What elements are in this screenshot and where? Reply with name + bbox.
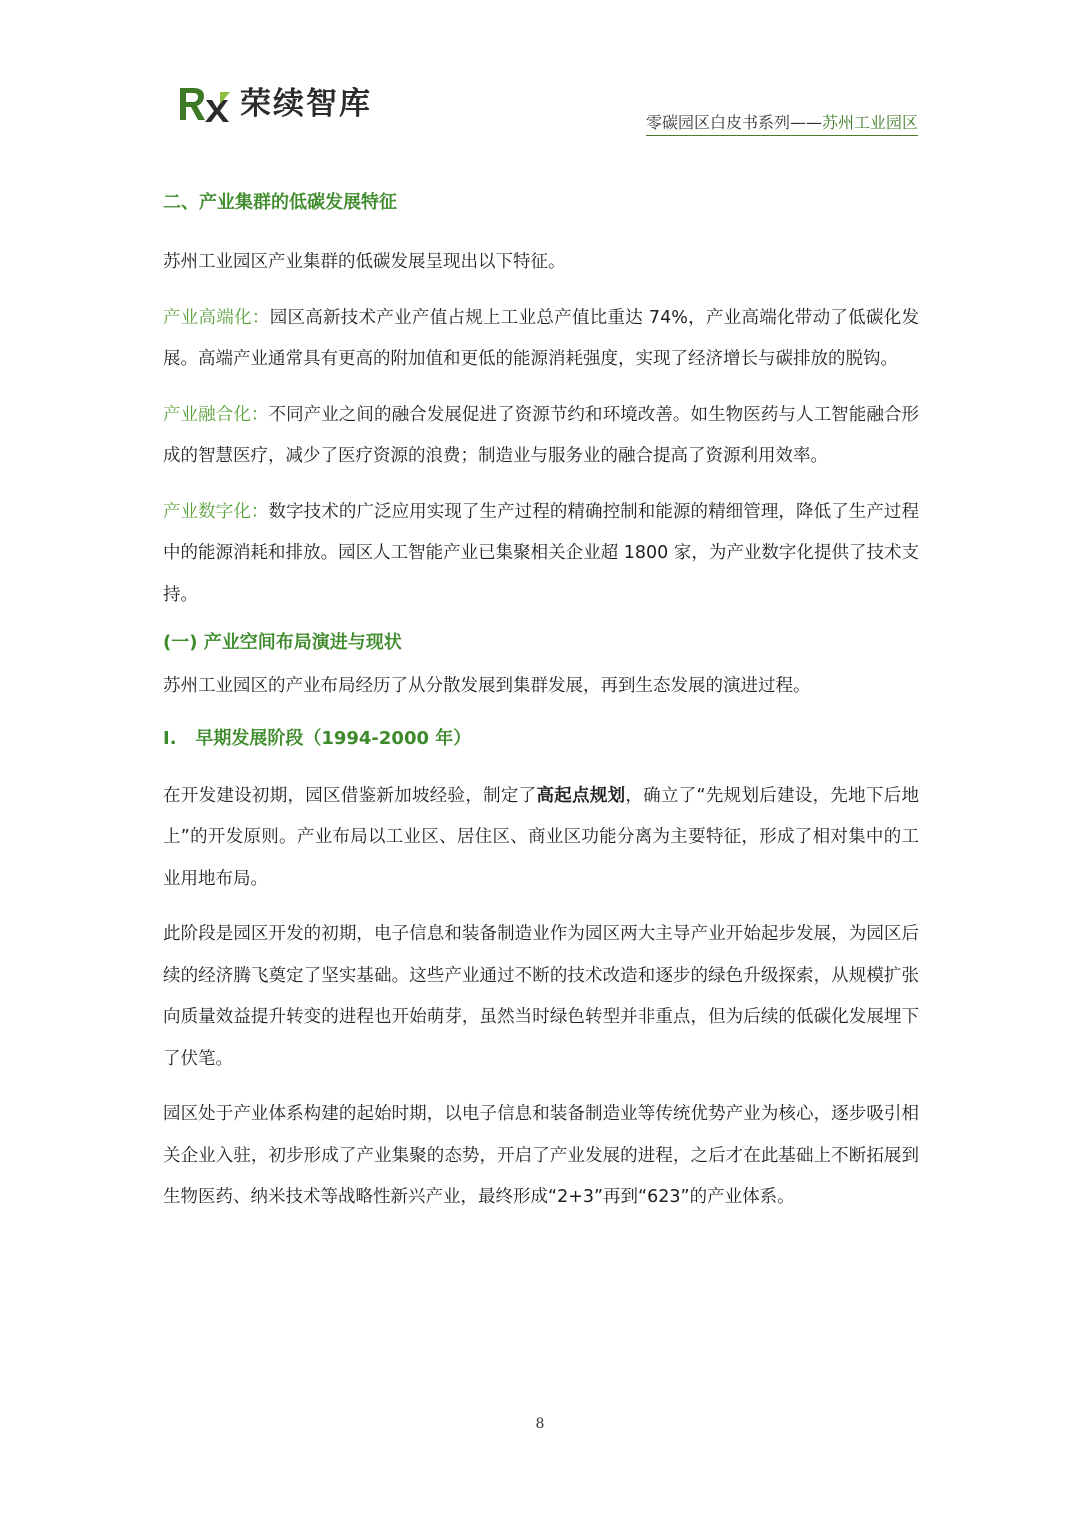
page-number: 8: [535, 1416, 545, 1432]
logo-text: 荣续智库: [240, 86, 372, 122]
section-intro: 苏州工业园区产业集群的低碳发展呈现出以下特征。: [163, 252, 566, 272]
logo: [176, 82, 372, 126]
stage-p1-before: 在开发建设初期，园区借鉴新加坡经验，制定了: [163, 785, 537, 806]
text-high-end: 园区高新技术产业产值占规上工业总产值比重达 74%，产业高端化带动了低碳化发展。高端产业通常具有更高的附加值和更低的能源消耗强度，实现了经济增长与碳排放的脱钩。: [163, 307, 919, 369]
subsection-intro: 苏州工业园区的产业布局经历了从分散发展到集群发展，再到生态发展的演进过程。: [163, 676, 811, 696]
stage-paragraph-1: [163, 776, 919, 901]
text-digital: 数字技术的广泛应用实现了生产过程的精确控制和能源的精细管理，降低了生产过程中的能源消耗和排放。园区人工智能产业已集聚相关企业超 1800 家，为产业数字化提供了技术支持。: [163, 501, 919, 605]
term-integration: 产业融合化：: [163, 404, 269, 425]
stage-paragraph-2: 此阶段是园区开发的初期，电子信息和装备制造业作为园区两大主导产业开始起步发展，为园区后续的经济腾飞奠定了坚实基础。这些产业通过不断的技术改造和逐步的绿色升级探索，从规模扩张向质量效益提升转变的进程也开始萌芽，虽然当时绿色转型并非重点，但为后续的低碳化发展埋下了伏笔。: [163, 924, 919, 1069]
term-high-end: 产业高端化：: [163, 307, 270, 328]
stage-p1-bold: 高起点规划: [536, 785, 626, 806]
series-accent: 苏州工业园区: [821, 113, 918, 132]
paragraph-industry-integration: [163, 395, 919, 478]
paragraph-industry-high-end: [163, 298, 919, 381]
stage-p1-after: ，确立了“先规划后建设，先地下后地上”的开发原则。产业布局以工业区、居住区、商业区功能分离为主要特征，形成了相对集中的工业用地布局。: [163, 785, 919, 889]
text-integration: 不同产业之间的融合发展促进了资源节约和环境改善。如生物医药与人工智能融合形成的智慧医疗，减少了医疗资源的浪费；制造业与服务业的融合提高了资源利用效率。: [163, 404, 919, 466]
rx-logo-icon: [176, 82, 234, 126]
series-title: [646, 113, 918, 136]
section-heading: 二、产业集群的低碳发展特征: [163, 192, 397, 213]
subsection-heading: (一) 产业空间布局演进与现状: [163, 632, 402, 653]
stage-paragraph-3: 园区处于产业体系构建的起始时期，以电子信息和装备制造业等传统优势产业为核心，逐步吸引相关企业入驻，初步形成了产业集聚的态势，开启了产业发展的进程，之后才在此基础上不断拓展到生物医药、纳米技术等战略性新兴产业，最终形成“2+3”再到“623”的产业体系。: [163, 1104, 919, 1207]
series-prefix: 零碳园区白皮书系列——: [645, 113, 822, 132]
stage-heading: I. 早期发展阶段（1994-2000 年）: [163, 727, 472, 749]
paragraph-industry-digital: [163, 492, 919, 617]
page-content: [163, 186, 919, 1219]
term-digital: 产业数字化：: [163, 501, 269, 522]
